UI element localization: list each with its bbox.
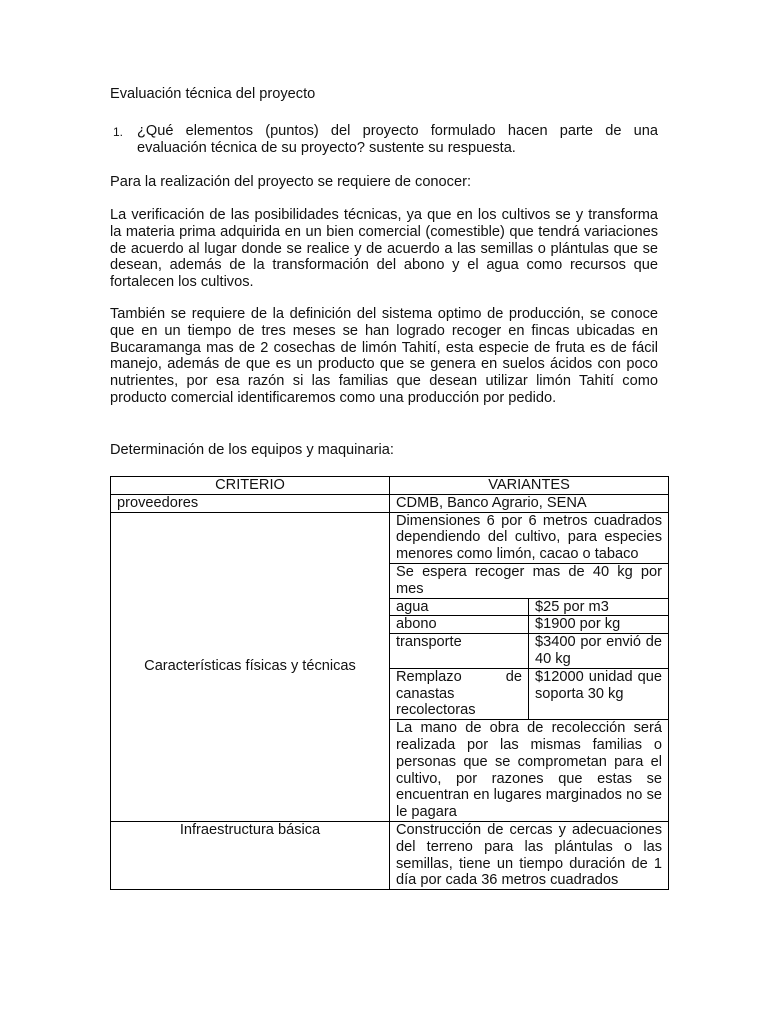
cost-item: agua (390, 598, 529, 616)
criterio-caracteristicas: Características físicas y técnicas (111, 512, 390, 821)
cost-value: $12000 unidad que soporta 30 kg (529, 668, 669, 719)
section-heading: Determinación de los equipos y maquinaria: (110, 442, 394, 458)
variante-mano-obra: La mano de obra de recolección será realizada por las mismas familias o personas que se comprometan para el cultivo, por razones que estas se encuentran en lugares marginados no se le pagara (390, 720, 669, 822)
cost-value: $25 por m3 (529, 598, 669, 616)
variante-infraestructura: Construcción de cercas y adecuaciones del terreno para las plántulas o las semillas, tiene un tiempo duración de 1 día por cada 36 metros cuadrados (390, 821, 669, 889)
question-number: 1. (113, 125, 124, 139)
paragraph-verificacion: La verificación de las posibilidades técnicas, ya que en los cultivos se y transforma la materia prima adquirida en un bien comercial (comestible) que tendrá variaciones de acuerdo al lugar donde se realice y de acuerdo a las semillas o plántulas que se desean, además de la transformación del abono y el agua como recursos que fortalecen los cultivos. (110, 207, 658, 291)
variante-proveedores: CDMB, Banco Agrario, SENA (390, 494, 669, 512)
table-row (111, 494, 669, 512)
header-criterio: CRITERIO (111, 477, 390, 495)
cost-value: $3400 por envió de 40 kg (529, 634, 669, 669)
question-text: ¿Qué elementos (puntos) del proyecto formulado hacen parte de una evaluación técnica de su proyecto? sustente su respuesta. (137, 123, 658, 156)
table-row (111, 512, 669, 563)
cost-value: $1900 por kg (529, 616, 669, 634)
equipment-table (110, 476, 669, 890)
cost-item: transporte (390, 634, 529, 669)
cost-item: Remplazo de canastas recolectoras (390, 668, 529, 719)
criterio-proveedores: proveedores (111, 494, 390, 512)
table-header-row (111, 477, 669, 495)
document-title: Evaluación técnica del proyecto (110, 86, 316, 102)
table-row (111, 821, 669, 889)
cost-item: abono (390, 616, 529, 634)
variante-dimensiones: Dimensiones 6 por 6 metros cuadrados dependiendo del cultivo, para especies menores como limón, cacao o tabaco (390, 512, 669, 563)
header-variantes: VARIANTES (390, 477, 669, 495)
intro-paragraph: Para la realización del proyecto se requiere de conocer: (110, 174, 471, 190)
criterio-infraestructura: Infraestructura básica (111, 821, 390, 889)
paragraph-sistema-produccion: También se requiere de la definición del sistema optimo de producción, se conoce que en un tiempo de tres meses se han logrado recoger en fincas ubicadas en Bucaramanga mas de 2 cosechas de limón Tahití, esta especie de fruta es de fácil manejo, además de que es un producto que se genera en suelos ácidos con poco nutrientes, por esa razón si las familias que desean utilizar limón Tahití como producto comercial identificaremos como una producción por pedido. (110, 306, 658, 406)
variante-recoleccion: Se espera recoger mas de 40 kg por mes (390, 563, 669, 598)
